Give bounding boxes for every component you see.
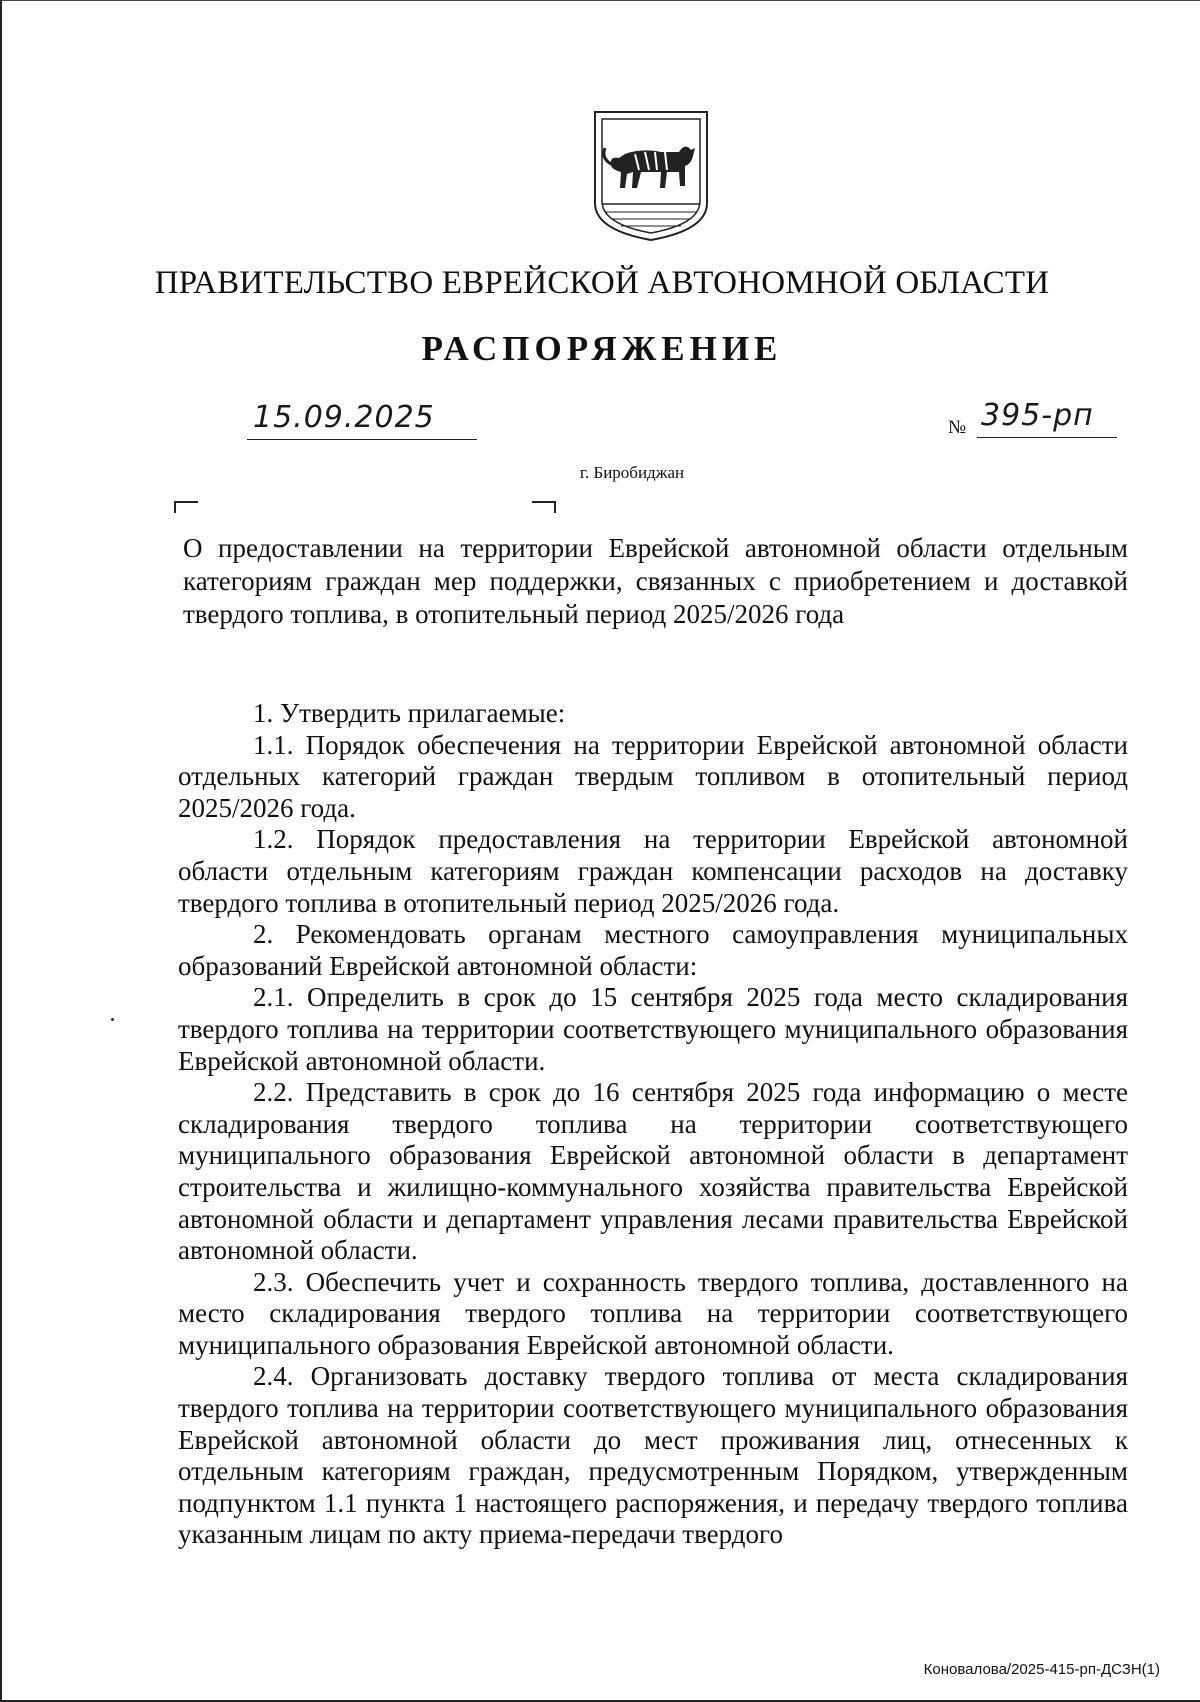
paragraph: 2. Рекомендовать органам местного самоуправления муниципальных образований Еврейской автономной области:: [178, 919, 1128, 981]
bracket-right: [532, 501, 556, 513]
paragraph: 1.2. Порядок предоставления на территории Еврейской автономной области отдельным категориям граждан компенсации расходов на доставку твердого топлива в отопительный период 2025/2026 года.: [178, 824, 1128, 918]
paragraph: 2.3. Обеспечить учет и сохранность твердого топлива, доставленного на место складирования твердого топлива на территории соответствующего муниципального образования Еврейской автономной области.: [178, 1266, 1128, 1360]
paragraph: 2.2. Представить в срок до 16 сентября 2025 года информацию о месте складирования твердого топлива на территории соответствующего муниципального образования Еврейской автономной области в департамент строительства и жилищно-коммунального хозяйства правительства Еврейской автономной области и департамент управления лесами правительства Еврейской автономной области.: [178, 1077, 1128, 1266]
handwritten-number: 395-рп: [981, 398, 1094, 433]
paragraph: 1. Утвердить прилагаемые:: [253, 698, 566, 728]
paragraph: 1.1. Порядок обеспечения на территории Еврейской автономной области отдельных категорий граждан твердым топливом в отопительный период 2025/2026 года.: [178, 729, 1128, 823]
coat-of-arms-tiger-icon: [591, 108, 711, 244]
date-field: [247, 393, 477, 440]
number-field: [977, 391, 1117, 438]
bracket-left: [174, 501, 198, 513]
handwritten-date: 15.09.2025: [253, 400, 435, 435]
government-title: ПРАВИТЕЛЬСТВО ЕВРЕЙСКОЙ АВТОНОМНОЙ ОБЛАСТИ: [154, 265, 1050, 301]
number-sign: №: [948, 417, 967, 438]
document-type-title: РАСПОРЯЖЕНИЕ: [421, 329, 783, 368]
city-label: г. Биробиджан: [579, 463, 685, 482]
paragraph: 2.4. Организовать доставку твердого топлива от места складирования твердого топлива на территории соответствующего муниципального образования Еврейской автономной области до мест проживания лиц, отнесенных к отдельным категориям граждан, предусмотренным Порядком, утвержденным подпунктом 1.1 пункта 1 настоящего распоряжения, и передачу твердого топлива указанным лицам по акту приема-передачи твердого: [178, 1361, 1128, 1550]
document-subject: О предоставлении на территории Еврейской автономной области отдельным категориям граждан мер поддержки, связанных с приобретением и доставкой твердого топлива, в отопительный период 2025/2026 года: [183, 533, 1128, 629]
document-body: [178, 698, 1128, 1551]
margin-dot: [111, 1018, 114, 1021]
footer-code: Коновалова/2025-415-рп-ДСЗН(1): [923, 1661, 1160, 1678]
paragraph: 2.1. Определить в срок до 15 сентября 2025 года место складирования твердого топлива на территории соответствующего муниципального образования Еврейской автономной области.: [178, 982, 1128, 1076]
